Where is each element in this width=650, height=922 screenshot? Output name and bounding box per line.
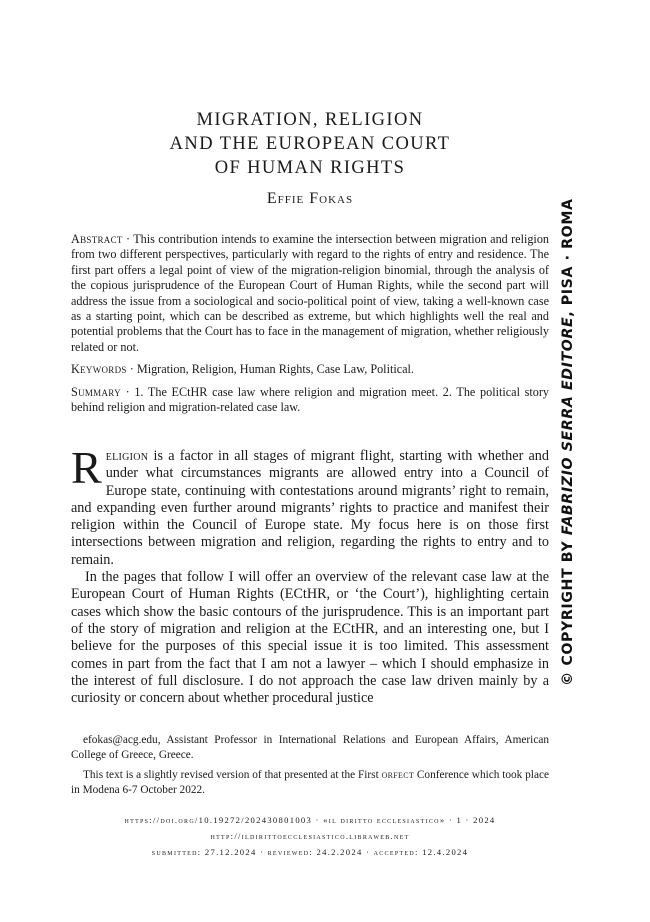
keywords-separator: · — [126, 362, 137, 377]
title-line-2: AND THE EUROPEAN COURT — [169, 134, 451, 154]
footnotes — [71, 733, 549, 803]
footnote-2-text-b: Conference which took place in Modena 6-7 October 2022. — [71, 769, 549, 796]
abstract-label: Abstract — [71, 232, 123, 246]
abstract-text: This contribution intends to examine the intersection between migration and religion from two different perspectives, particularly with regard to the rights of entry and residence. The first part offers a legal point of view of the migration-religion binomial, through the analysis of the copious jurisprudence of the European Court of Human Rights, while the second part will address the issue from a sociological and socio-political point of view, taking a well-known case as a starting point, which can be described as extreme, but which highlights well the real and potential problems that the Court has to face in the management of migration, whether religiously related or not. — [71, 232, 550, 354]
side-copyright-notice — [560, 198, 576, 686]
copyright-publisher: FABRIZIO SERRA EDITORE — [560, 316, 576, 536]
paragraph-1-text: is a factor in all stages of migrant flight, starting with whether and under what circumstances migrants are allowed entry into a Council of Europe state, continuing with contestations around migrants’ right to remain, and expanding even further around migrants’ rights to practice and manifest their religion within the Council of Europe state. My focus here is on those first intersections between migration and religion, regarding the rights to entry and to remain. — [71, 448, 549, 568]
keywords-text: Migration, Religion, Human Rights, Case Law, Political. — [136, 362, 414, 377]
summary-separator: · — [120, 384, 135, 399]
copyright-suffix: , PISA · ROMA — [560, 198, 576, 317]
first-word-rest: eligion — [105, 448, 149, 464]
body-paragraph-2: In the pages that follow I will offer an overview of the relevant case law at the European Court of Human Rights (ECtHR, or ‘the Court’), highlighting certain cases which show the basic contours of the jurisprudence. This is an important part of the story of migration and religion at the ECtHR, and an interesting one, but I believe for the purposes of this special issue it is too limited. This assessment comes in part from the fact that I am not a lawyer – which I should emphasize in the interest of full disclosure. I do not approach the case law driven mainly by a curiosity or concern about whether procedural justice — [71, 569, 549, 707]
footnote-2-acronym: orfect — [381, 769, 415, 781]
article-title — [71, 108, 549, 180]
body-paragraph-1 — [71, 442, 549, 569]
abstract-block — [71, 232, 549, 422]
footnote-2-text-a: This text is a slightly revised version of that presented at the First — [83, 769, 382, 781]
footnote-2 — [71, 768, 549, 797]
keywords-paragraph — [71, 362, 549, 377]
footnote-1: efokas@acg.edu, Assistant Professor in International Relations and European Affairs, American College of Greece, Greece. — [71, 734, 549, 761]
summary-paragraph — [71, 385, 549, 416]
summary-text: 1. The ECtHR case law where religion and migration meet. 2. The political story behind religion and migration-related case law. — [71, 384, 550, 415]
abstract-separator: · — [122, 232, 134, 246]
doi-line[interactable]: https://doi.org/10.19272/202430801003 · «il diritto ecclesiastico» · 1 · 2024 — [124, 815, 496, 825]
title-line-1: MIGRATION, RELIGION — [196, 110, 424, 130]
abstract-paragraph — [71, 232, 549, 355]
summary-label: Summary — [71, 384, 121, 399]
website-line[interactable]: http://ildirittoecclesiastico.libraweb.net — [210, 831, 410, 841]
dates-line: submitted: 27.12.2024 · reviewed: 24.2.2024 · accepted: 12.4.2024 — [151, 847, 469, 857]
drop-cap: R — [71, 442, 102, 493]
body-text — [71, 442, 549, 707]
copyright-prefix: © COPYRIGHT BY — [560, 535, 576, 686]
title-line-3: OF HUMAN RIGHTS — [214, 158, 406, 178]
publication-meta — [71, 812, 549, 860]
keywords-label: Keywords — [71, 362, 127, 377]
author-name: Effie Fokas — [266, 190, 354, 207]
